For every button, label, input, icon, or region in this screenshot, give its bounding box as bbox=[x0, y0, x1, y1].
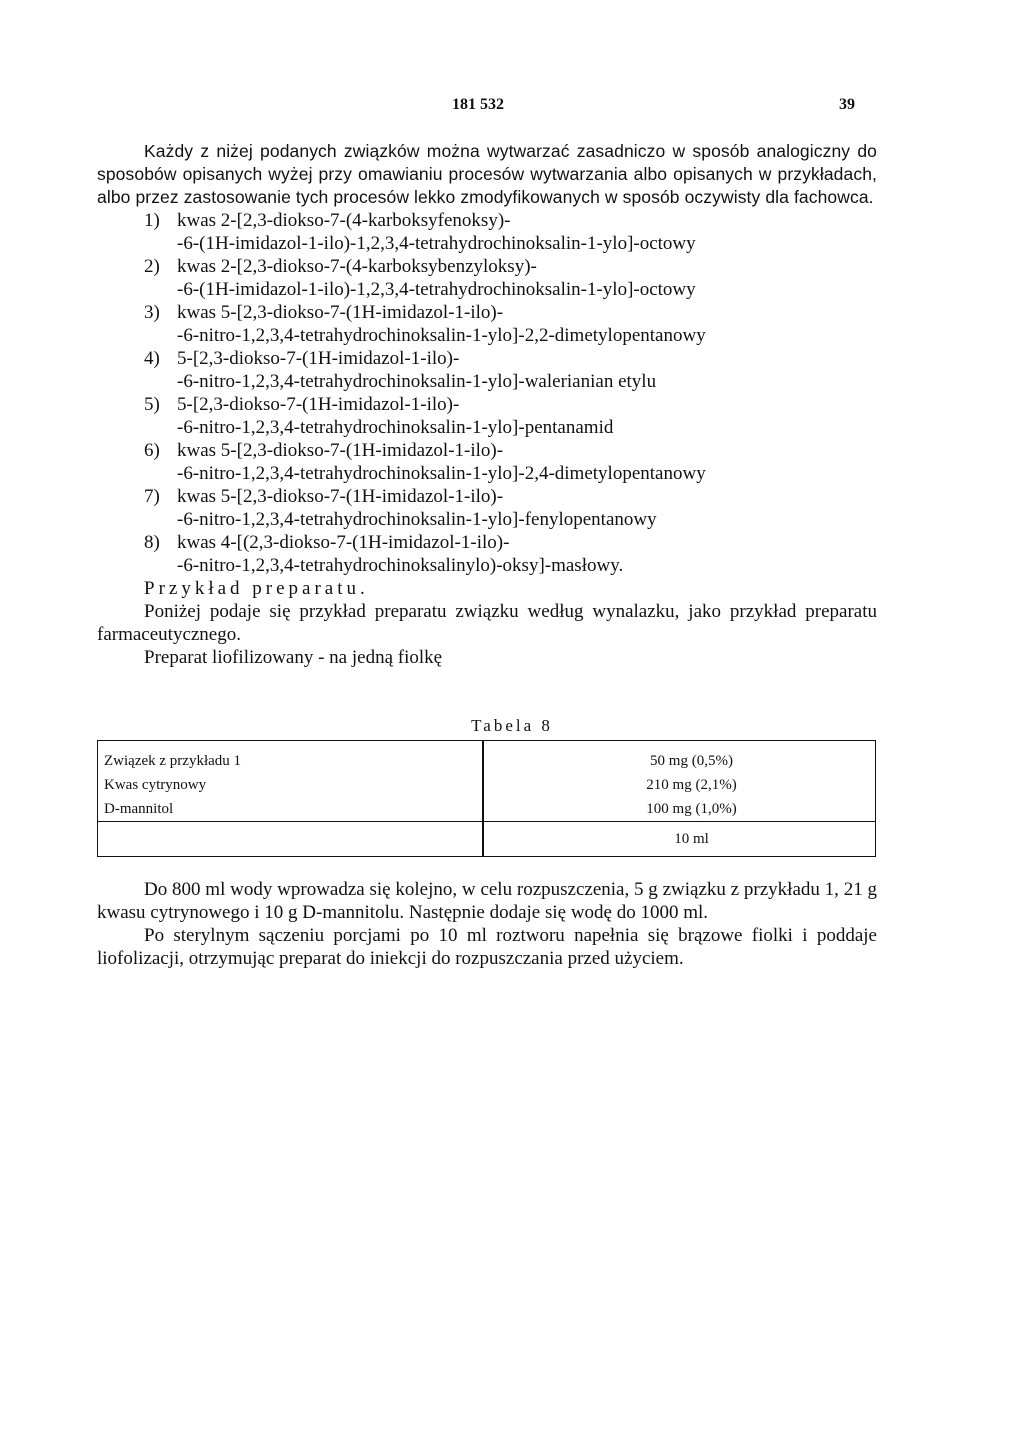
item-line: -6-(1H-imidazol-1-ilo)-1,2,3,4-tetrahydrochinoksalin-1-ylo]-octowy bbox=[177, 233, 696, 254]
intro-paragraph: Każdy z niżej podanych związków można wytwarzać zasadniczo w sposób analogiczny do sposobów opisanych wyżej przy omawianiu procesów wytwarzania albo opisanych w przykładach, albo przez zastosowanie tych procesów lekko zmodyfikowanych w sposób oczywisty dla fachowca. bbox=[97, 141, 877, 207]
item-line: -6-nitro-1,2,3,4-tetrahydrochinoksalin-1-ylo]-2,2-dimetylopentanowy bbox=[177, 325, 706, 346]
item-number: 7) bbox=[144, 486, 160, 507]
list-item bbox=[144, 485, 877, 531]
table-row bbox=[98, 822, 876, 857]
list-item bbox=[144, 255, 877, 301]
procedure-section bbox=[97, 878, 877, 970]
list-item bbox=[144, 301, 877, 347]
item-number: 5) bbox=[144, 394, 160, 415]
page-header bbox=[0, 96, 1024, 120]
formulation-table bbox=[97, 740, 876, 857]
procedure-paragraph: Do 800 ml wody wprowadza się kolejno, w celu rozpuszczenia, 5 g związku z przykładu 1, 21 g kwasu cytrynowego i 10 g D-mannitolu. Następnie dodaje się wodę do 1000 ml. bbox=[97, 879, 877, 923]
page-number: 39 bbox=[839, 96, 855, 113]
ingredient-amount: 100 mg (1,0%) bbox=[646, 800, 737, 817]
item-line: kwas 4-[(2,3-diokso-7-(1H-imidazol-1-ilo)- bbox=[177, 532, 510, 553]
patent-number: 181 532 bbox=[452, 96, 504, 113]
list-item bbox=[144, 347, 877, 393]
item-number: 4) bbox=[144, 348, 160, 369]
item-line: kwas 5-[2,3-diokso-7-(1H-imidazol-1-ilo)- bbox=[177, 302, 504, 323]
ingredient-name: Związek z przykładu 1 bbox=[98, 741, 484, 774]
item-line: -6-nitro-1,2,3,4-tetrahydrochinoksalin-1-ylo]-walerianian etylu bbox=[177, 371, 657, 392]
table-row bbox=[98, 741, 876, 774]
list-item bbox=[144, 531, 877, 577]
compound-list bbox=[97, 209, 877, 577]
item-line: kwas 2-[2,3-diokso-7-(4-karboksyfenoksy)- bbox=[177, 210, 511, 231]
ingredient-name: D-mannitol bbox=[98, 797, 484, 822]
item-line: kwas 2-[2,3-diokso-7-(4-karboksybenzyloksy)- bbox=[177, 256, 537, 277]
item-line: 5-[2,3-diokso-7-(1H-imidazol-1-ilo)- bbox=[177, 394, 460, 415]
ingredient-name: Kwas cytrynowy bbox=[98, 773, 484, 797]
item-number: 6) bbox=[144, 440, 160, 461]
table-title: Tabela 8 bbox=[471, 716, 553, 735]
empty-cell bbox=[98, 822, 484, 857]
table-row bbox=[98, 773, 876, 797]
item-number: 1) bbox=[144, 210, 160, 231]
procedure-paragraph: Po sterylnym sączeniu porcjami po 10 ml roztworu napełnia się brązowe fiolki i poddaje liofolizacji, otrzymując preparat do iniekcji do rozpuszczania przed użyciem. bbox=[97, 925, 877, 969]
example-heading: Przykład preparatu. bbox=[144, 578, 369, 599]
item-line: -6-nitro-1,2,3,4-tetrahydrochinoksalin-1-ylo]-pentanamid bbox=[177, 417, 614, 438]
ingredient-amount: 210 mg (2,1%) bbox=[646, 776, 737, 793]
list-item bbox=[144, 439, 877, 485]
total-volume: 10 ml bbox=[483, 822, 876, 857]
list-item bbox=[144, 209, 877, 255]
list-item bbox=[144, 393, 877, 439]
item-line: -6-nitro-1,2,3,4-tetrahydrochinoksalin-1-ylo]-fenylopentanowy bbox=[177, 509, 657, 530]
item-line: -6-(1H-imidazol-1-ilo)-1,2,3,4-tetrahydrochinoksalin-1-ylo]-octowy bbox=[177, 279, 696, 300]
item-line: -6-nitro-1,2,3,4-tetrahydrochinoksalinylo)-oksy]-masłowy. bbox=[177, 555, 624, 576]
table-row bbox=[98, 797, 876, 822]
item-number: 2) bbox=[144, 256, 160, 277]
item-line: -6-nitro-1,2,3,4-tetrahydrochinoksalin-1-ylo]-2,4-dimetylopentanowy bbox=[177, 463, 706, 484]
ingredient-amount: 50 mg (0,5%) bbox=[650, 752, 733, 769]
item-line: kwas 5-[2,3-diokso-7-(1H-imidazol-1-ilo)- bbox=[177, 440, 504, 461]
main-content bbox=[97, 140, 877, 669]
item-line: 5-[2,3-diokso-7-(1H-imidazol-1-ilo)- bbox=[177, 348, 460, 369]
item-number: 8) bbox=[144, 532, 160, 553]
item-line: kwas 5-[2,3-diokso-7-(1H-imidazol-1-ilo)- bbox=[177, 486, 504, 507]
formulation-label: Preparat liofilizowany - na jedną fiolkę bbox=[144, 647, 443, 668]
example-intro: Poniżej podaje się przykład preparatu związku według wynalazku, jako przykład preparatu farmaceutycznego. bbox=[97, 601, 877, 645]
item-number: 3) bbox=[144, 302, 160, 323]
